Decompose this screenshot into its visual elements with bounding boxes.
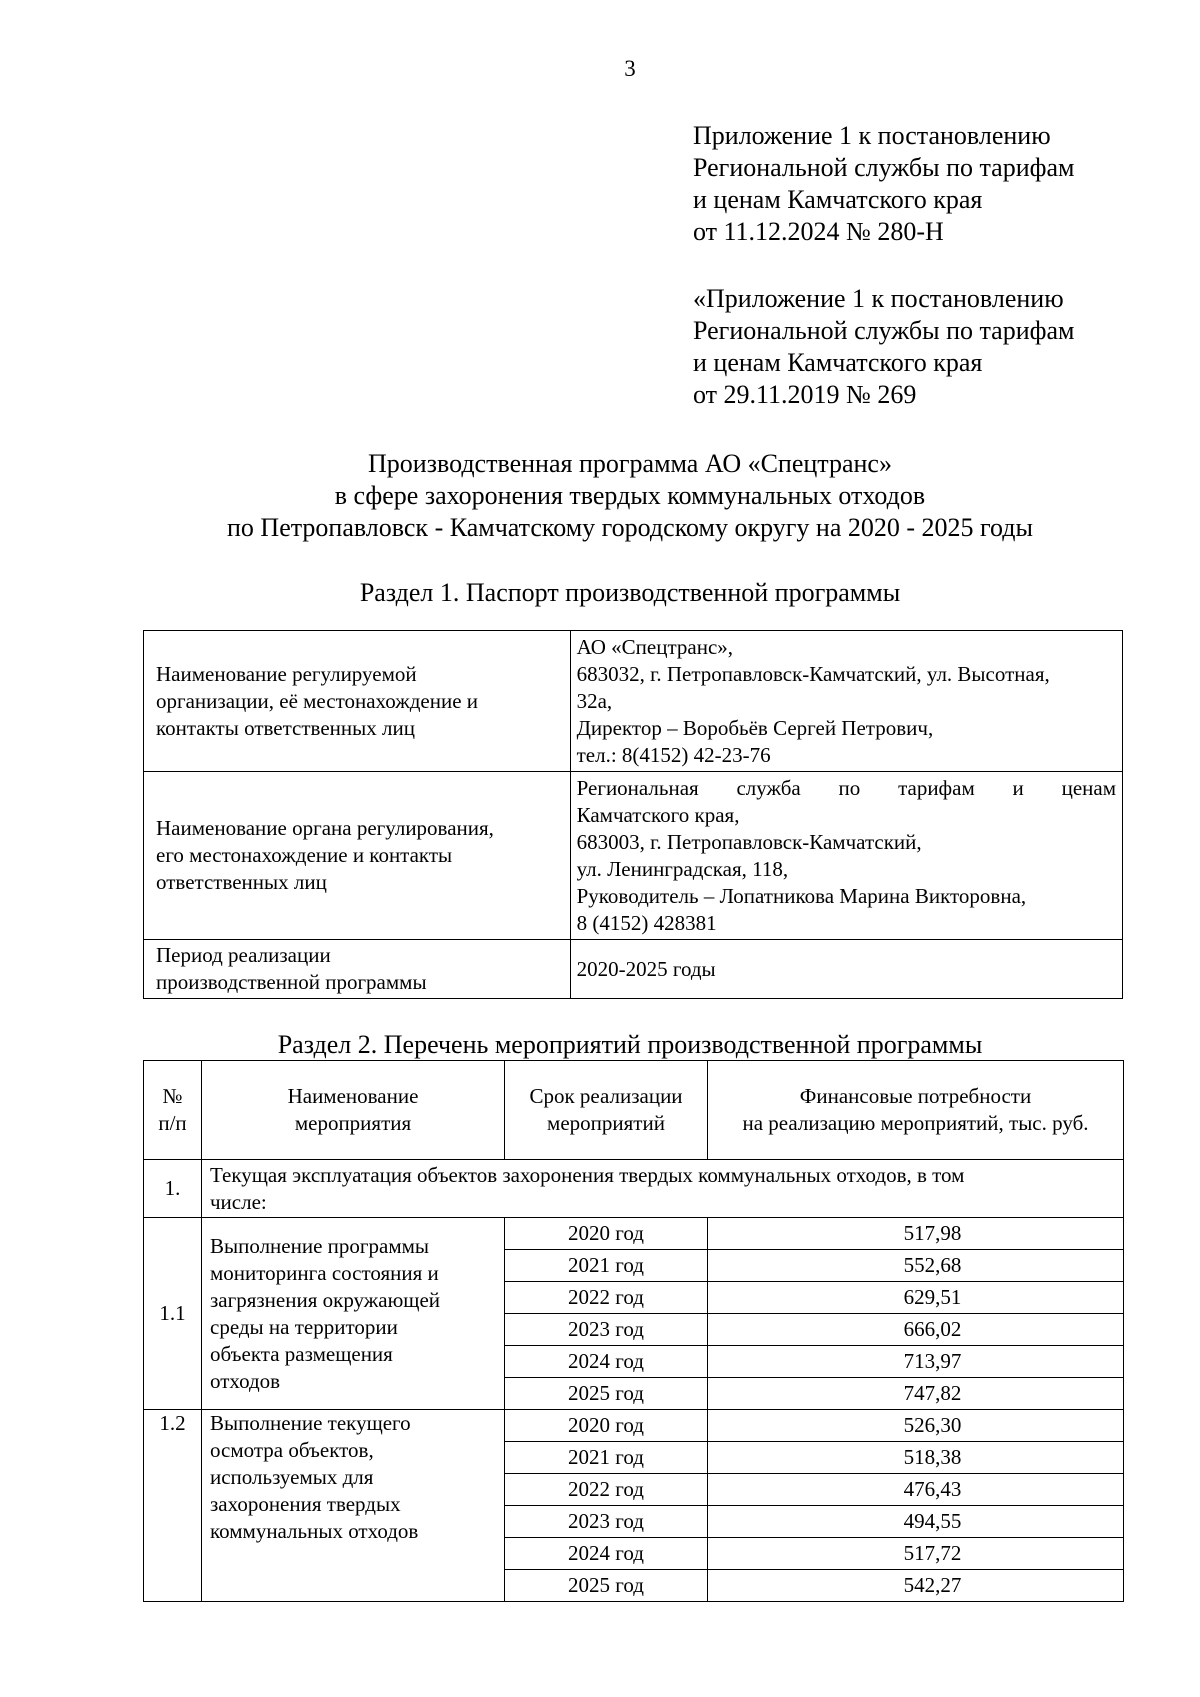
label-line: организации, её местонахождение и <box>156 688 479 713</box>
section1-heading: Раздел 1. Паспорт производственной программы <box>359 578 901 607</box>
name-line: Выполнение программы <box>210 1233 430 1258</box>
group-line: Текущая эксплуатация объектов захоронения твердых коммунальных отходов, в том <box>210 1162 965 1187</box>
appendix-original-reference <box>693 283 1074 411</box>
value-cell: 517,98 <box>708 1218 1124 1250</box>
passport-label <box>144 631 571 772</box>
header-num <box>144 1061 202 1160</box>
value-cell: 713,97 <box>708 1346 1124 1378</box>
value-cell: 526,30 <box>708 1410 1124 1442</box>
appendix-line: «Приложение 1 к постановлению <box>693 284 1064 313</box>
header-line: Наименование <box>287 1084 419 1108</box>
label-line: ответственных лиц <box>156 870 327 894</box>
group-num: 1. <box>144 1160 202 1218</box>
appendix-line: Региональной службы по тарифам <box>693 153 1075 182</box>
value-line: 683032, г. Петропавловск-Камчатский, ул. Высотная, <box>576 661 1050 686</box>
appendix-line: Региональной службы по тарифам <box>693 316 1075 345</box>
label-line: его местонахождение и контакты <box>156 843 453 867</box>
name-line: захоронения твердых <box>210 1492 401 1516</box>
item-name <box>202 1410 505 1602</box>
year-cell: 2024 год <box>505 1538 708 1570</box>
value-cell: 629,51 <box>708 1282 1124 1314</box>
name-line: осмотра объектов, <box>210 1438 374 1462</box>
item-num: 1.1 <box>144 1218 202 1410</box>
value-line: 8 (4152) 428381 <box>576 910 717 935</box>
value-line: Руководитель – Лопатникова Марина Викторовна, <box>576 883 1027 908</box>
passport-label <box>144 940 571 999</box>
appendix-line: и ценам Камчатского края <box>693 348 983 377</box>
label-line: Наименование органа регулирования, <box>156 816 494 840</box>
header-name <box>202 1061 505 1160</box>
title-line: Производственная программа АО «Спецтранс» <box>368 449 892 478</box>
name-line: объекта размещения <box>210 1341 393 1366</box>
value-line: Камчатского края, <box>576 802 740 827</box>
table-row <box>144 1218 1124 1250</box>
appendix-current-reference <box>693 120 1074 248</box>
name-line: мониторинга состояния и <box>210 1260 439 1285</box>
header-term <box>505 1061 708 1160</box>
year-cell: 2025 год <box>505 1378 708 1410</box>
year-cell: 2022 год <box>505 1282 708 1314</box>
header-line: Финансовые потребности <box>799 1084 1032 1108</box>
passport-value <box>570 772 1122 940</box>
name-line: отходов <box>210 1368 281 1393</box>
table-row <box>144 1410 1124 1442</box>
header-line: на реализацию мероприятий, тыс. руб. <box>742 1111 1089 1135</box>
name-line: Выполнение текущего <box>210 1411 411 1435</box>
value-cell: 747,82 <box>708 1378 1124 1410</box>
value-cell: 542,27 <box>708 1570 1124 1602</box>
label-line: контакты ответственных лиц <box>156 715 415 740</box>
appendix-line: от 29.11.2019 № 269 <box>693 380 917 409</box>
measures-header-row <box>144 1061 1124 1160</box>
title-line: в сфере захоронения твердых коммунальных отходов <box>334 481 926 510</box>
value-line: тел.: 8(4152) 42-23-76 <box>576 742 771 767</box>
group-row <box>144 1160 1124 1218</box>
section2-heading: Раздел 2. Перечень мероприятий производственной программы <box>277 1030 983 1059</box>
year-cell: 2021 год <box>505 1442 708 1474</box>
year-cell: 2024 год <box>505 1346 708 1378</box>
name-line: загрязнения окружающей <box>210 1287 441 1312</box>
value-line: 683003, г. Петропавловск-Камчатский, <box>576 829 922 854</box>
value-line: АО «Спецтранс», <box>576 634 734 659</box>
name-line: среды на территории <box>210 1314 398 1339</box>
group-title <box>202 1160 1124 1218</box>
value-line: 2020-2025 годы <box>576 956 716 981</box>
value-cell: 517,72 <box>708 1538 1124 1570</box>
year-cell: 2020 год <box>505 1218 708 1250</box>
page-number: 3 <box>624 56 636 81</box>
header-line: № <box>162 1084 183 1108</box>
group-line: числе: <box>210 1189 267 1214</box>
passport-label <box>144 772 571 940</box>
header-line: п/п <box>158 1111 187 1135</box>
appendix-line: и ценам Камчатского края <box>693 185 983 214</box>
measures-table <box>143 1060 1124 1602</box>
passport-value <box>570 631 1122 772</box>
name-line: используемых для <box>210 1465 374 1489</box>
value-cell: 666,02 <box>708 1314 1124 1346</box>
year-cell: 2023 год <box>505 1314 708 1346</box>
name-line: коммунальных отходов <box>210 1519 419 1543</box>
label-line: производственной программы <box>156 970 427 994</box>
appendix-line: Приложение 1 к постановлению <box>693 121 1051 150</box>
value-line: ул. Ленинградская, 118, <box>576 856 789 881</box>
value-line: Директор – Воробьёв Сергей Петрович, <box>576 715 934 740</box>
passport-row-organization <box>144 631 1123 772</box>
document-title <box>0 448 1200 544</box>
passport-table <box>143 630 1123 999</box>
header-line: мероприятия <box>294 1111 412 1135</box>
title-line: по Петропавловск - Камчатскому городскому округу на 2020 - 2025 годы <box>227 513 1033 542</box>
passport-row-regulator <box>144 772 1123 940</box>
header-line: мероприятий <box>547 1111 665 1135</box>
item-name <box>202 1218 505 1410</box>
header-line: Срок реализации <box>529 1084 683 1108</box>
year-cell: 2021 год <box>505 1250 708 1282</box>
year-cell: 2022 год <box>505 1474 708 1506</box>
year-cell: 2020 год <box>505 1410 708 1442</box>
label-line: Период реализации <box>156 943 331 967</box>
label-line: Наименование регулируемой <box>156 661 417 686</box>
value-line: Региональная служба по тарифам и ценам <box>576 775 1116 800</box>
value-cell: 476,43 <box>708 1474 1124 1506</box>
value-cell: 552,68 <box>708 1250 1124 1282</box>
year-cell: 2023 год <box>505 1506 708 1538</box>
passport-value <box>570 940 1122 999</box>
value-cell: 518,38 <box>708 1442 1124 1474</box>
appendix-line: от 11.12.2024 № 280-Н <box>693 217 944 246</box>
value-cell: 494,55 <box>708 1506 1124 1538</box>
item-num: 1.2 <box>144 1410 202 1602</box>
header-finance <box>708 1061 1124 1160</box>
passport-row-period <box>144 940 1123 999</box>
value-line: 32а, <box>576 688 613 713</box>
year-cell: 2025 год <box>505 1570 708 1602</box>
